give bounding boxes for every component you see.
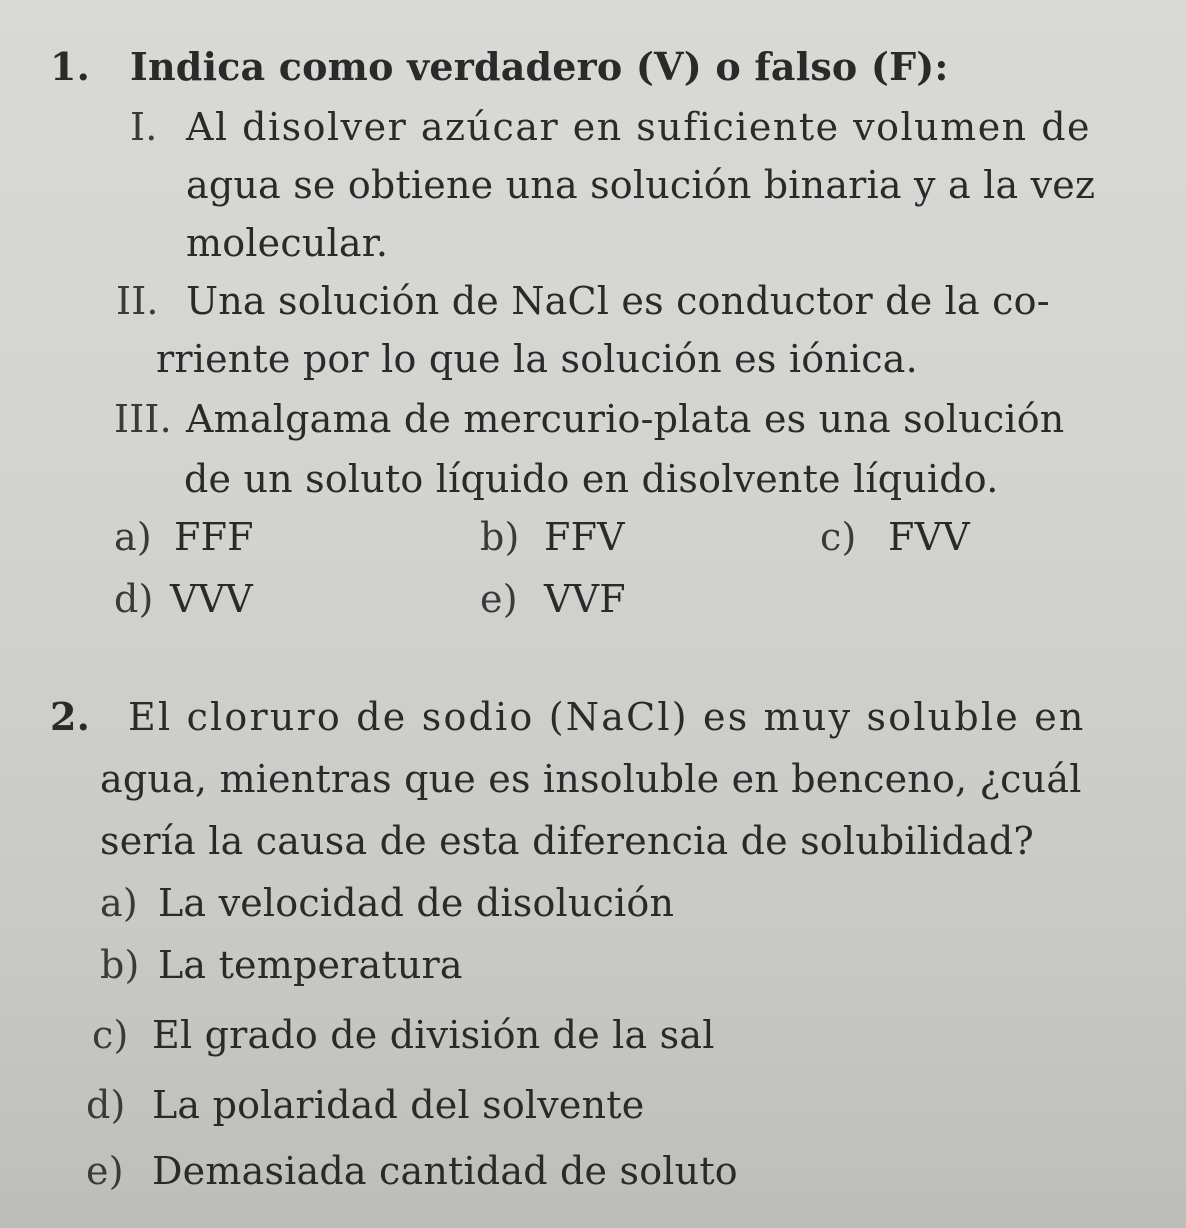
statement-3-numeral: III.: [114, 397, 172, 441]
q1-option-a-text: FFF: [174, 515, 254, 559]
q2-option-c-letter: c): [92, 1013, 129, 1057]
question-2-line-1: El cloruro de sodio (NaCl) es muy soluble en: [128, 695, 1086, 739]
q1-option-b-letter: b): [480, 515, 520, 559]
statement-2-numeral: II.: [116, 279, 159, 323]
statement-2-line-1: Una solución de NaCl es conductor de la co-: [186, 279, 1050, 323]
q1-option-c-text: FVV: [888, 515, 970, 559]
q1-option-e-letter: e): [480, 577, 518, 621]
q2-option-a-letter: a): [100, 881, 138, 925]
statement-1-line-3: molecular.: [186, 221, 389, 265]
question-2-number: 2.: [50, 694, 91, 739]
q2-option-b-letter: b): [100, 943, 140, 987]
q2-option-c-text: El grado de división de la sal: [152, 1013, 715, 1057]
statement-3-line-1: Amalgama de mercurio-plata es una solución: [186, 397, 1065, 441]
q1-option-a-letter: a): [114, 515, 152, 559]
q1-option-d-text: VVV: [170, 577, 253, 621]
q2-option-d-text: La polaridad del solvente: [152, 1083, 645, 1127]
statement-1-line-1: Al disolver azúcar en suficiente volumen de: [186, 105, 1092, 149]
question-1-number: 1.: [50, 44, 91, 89]
question-2-line-3: sería la causa de esta diferencia de solubilidad?: [100, 819, 1034, 863]
statement-3-line-2: de un soluto líquido en disolvente líquido.: [184, 457, 999, 501]
q1-option-b-text: FFV: [544, 515, 625, 559]
statement-2-line-2: rriente por lo que la solución es iónica.: [156, 337, 918, 381]
q2-option-a-text: La velocidad de disolución: [158, 881, 675, 925]
q1-option-d-letter: d): [114, 577, 154, 621]
q1-option-c-letter: c): [820, 515, 857, 559]
q2-option-e-letter: e): [86, 1149, 124, 1193]
statement-1-numeral: I.: [130, 105, 158, 149]
q2-option-e-text: Demasiada cantidad de soluto: [152, 1149, 738, 1193]
statement-1-line-2: agua se obtiene una solución binaria y a la vez: [186, 163, 1096, 207]
question-2-line-2: agua, mientras que es insoluble en benceno, ¿cuál: [100, 757, 1082, 801]
q2-option-b-text: La temperatura: [158, 943, 463, 987]
q1-option-e-text: VVF: [544, 577, 626, 621]
q2-option-d-letter: d): [86, 1083, 126, 1127]
question-1-prompt: Indica como verdadero (V) o falso (F):: [130, 44, 949, 89]
